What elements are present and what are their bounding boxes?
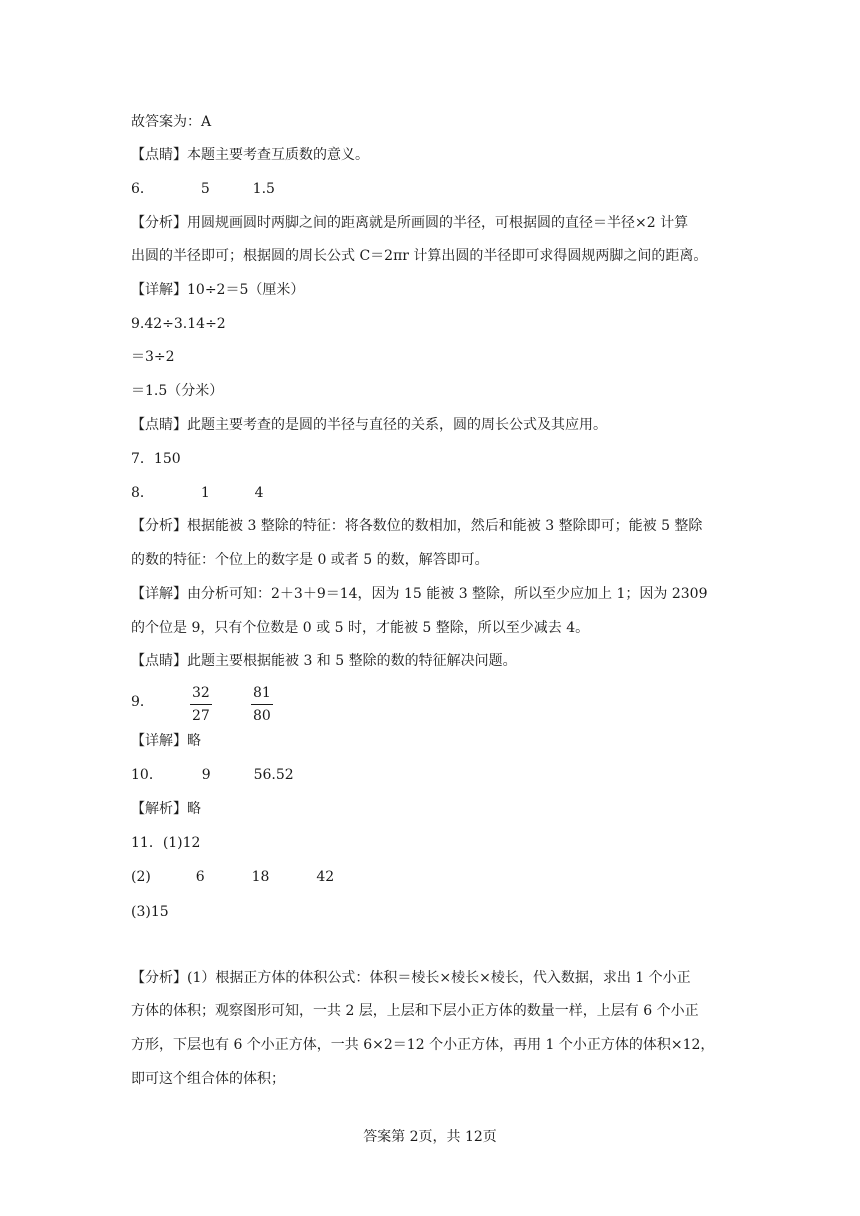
q11-answer-a: 6 <box>195 869 205 885</box>
fraction-denominator: 27 <box>192 708 210 724</box>
q6-answer-1: 5 <box>200 181 210 197</box>
calc-line: ＝3÷2 <box>131 349 175 365</box>
q6-answer-row <box>131 179 275 199</box>
q10-answer-row <box>131 765 294 785</box>
comment-line: 【点睛】此题主要考查的是圆的半径与直径的关系，圆的周长公式及其应用。 <box>131 417 607 433</box>
analysis-line-cont: 出圆的半径即可；根据圆的周长公式 C＝2πr 计算出圆的半径即可求得圆规两脚之间的距离。 <box>131 248 708 264</box>
analysis-line: 【分析】(1）根据正方体的体积公式：体积＝棱长×棱长×棱长，代入数据，求出 1 个小正 <box>131 970 691 986</box>
q9-fraction-1 <box>190 684 212 725</box>
explanation-line: 【解析】略 <box>131 801 201 817</box>
q9-number: 9． <box>131 694 154 710</box>
analysis-line: 【分析】用圆规画圆时两脚之间的距离就是所画圆的半径，可根据圆的直径＝半径×2 计算 <box>131 215 689 231</box>
q6-number: 6． <box>131 181 154 197</box>
q11-sub-number: (2) <box>131 869 151 885</box>
detail-line: 【详解】略 <box>131 733 201 749</box>
q10-answer-2: 56.52 <box>253 767 294 783</box>
analysis-line-cont: 方形，下层也有 6 个小正方体，一共 6×2＝12 个小正方体，再用 1 个小正方体的体积×12， <box>131 1037 715 1053</box>
q11-answer-1: 11．(1)12 <box>131 835 201 851</box>
q11-answer-c: 42 <box>316 869 335 885</box>
comment-line: 【点睛】此题主要根据能被 3 和 5 整除的数的特征解决问题。 <box>131 653 517 669</box>
fraction-bar <box>190 704 212 705</box>
calc-line: 9.42÷3.14÷2 <box>131 316 226 332</box>
answer-line: 故答案为：A <box>131 114 212 130</box>
analysis-line-cont: 方体的体积；观察图形可知，一共 2 层，上层和下层小正方体的数量一样，上层有 6 个小正 <box>131 1003 699 1019</box>
analysis-line-cont: 的数的特征：个位上的数字是 0 或者 5 的数，解答即可。 <box>131 552 489 568</box>
q10-answer-1: 9 <box>201 767 211 783</box>
analysis-line-cont: 即可这个组合体的体积； <box>131 1071 285 1087</box>
analysis-line: 【分析】根据能被 3 整除的特征：将各数位的数相加，然后和能被 3 整除即可；能被 5 整除 <box>131 518 703 534</box>
q11-answer-3: (3)15 <box>131 904 169 920</box>
fraction-numerator: 81 <box>253 685 271 701</box>
fraction-bar <box>251 704 273 705</box>
detail-line-cont: 的个位是 9，只有个位数是 0 或 5 时，才能被 5 整除，所以至少减去 4。 <box>131 620 590 636</box>
q9-fraction-2 <box>251 684 273 725</box>
fraction-numerator: 32 <box>192 685 210 701</box>
calc-line: ＝1.5（分米） <box>131 383 224 399</box>
q8-number: 8． <box>131 485 154 501</box>
page-footer: 答案第 2页，共 12页 <box>363 1129 497 1145</box>
detail-line: 【详解】10÷2＝5（厘米） <box>131 282 305 298</box>
fraction-denominator: 80 <box>253 708 271 724</box>
q6-answer-2: 1.5 <box>252 181 275 197</box>
q11-answer-b: 18 <box>251 869 270 885</box>
q8-answer-1: 1 <box>200 485 210 501</box>
comment-line: 【点睛】本题主要考查互质数的意义。 <box>131 147 369 163</box>
detail-line: 【详解】由分析可知：2＋3＋9＝14，因为 15 能被 3 整除，所以至少应加上 1；因为 2309 <box>131 586 708 602</box>
q7-answer: 7．150 <box>131 451 181 467</box>
q10-number: 10． <box>131 767 163 783</box>
q8-answer-row <box>131 483 264 503</box>
q11-answer-row-2 <box>131 867 334 887</box>
q8-answer-2: 4 <box>254 485 264 501</box>
